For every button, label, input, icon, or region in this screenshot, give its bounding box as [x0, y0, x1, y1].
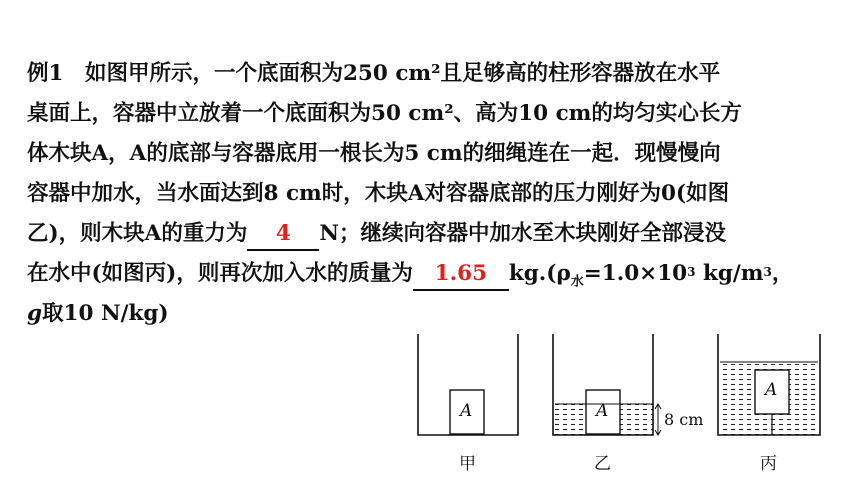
gravity-symbol: g — [27, 301, 43, 326]
block-label-jia: A — [460, 401, 473, 421]
block-label-bing: A — [765, 380, 778, 400]
problem-text — [27, 54, 842, 334]
figure-group — [410, 322, 840, 482]
caption-bing: 丙 — [760, 454, 777, 474]
density-unit-exponent: 3 — [763, 265, 772, 279]
line5-prefix: 乙)，则木块A的重力为 — [27, 221, 248, 246]
caption-jia: 甲 — [459, 454, 476, 474]
line6-comma: ， — [771, 261, 794, 286]
problem-line-2: 桌面上，容器中立放着一个底面积为50 cm²、高为10 cm的均匀实心长方 — [27, 101, 742, 126]
problem-line-1: 例1 如图甲所示，一个底面积为250 cm²且足够高的柱形容器放在水平 — [27, 61, 721, 86]
caption-yi: 乙 — [594, 454, 611, 474]
problem-line-3: 体木块A，A的底部与容器底用一根长为5 cm的细绳连在一起．现慢慢向 — [27, 141, 721, 166]
density-value: =1.0×10 — [583, 261, 688, 286]
line6-unit: kg.(ρ — [508, 261, 571, 286]
line6-prefix: 在水中(如图丙)，则再次加入水的质量为 — [27, 261, 413, 286]
density-exponent: 3 — [687, 265, 696, 279]
rho-subscript: 水 — [570, 274, 584, 290]
gravity-value: 取10 N/kg) — [42, 301, 169, 326]
line5-suffix: N；继续向容器中加水至木块刚好全部浸没 — [319, 221, 727, 246]
depth-label: 8 cm — [664, 410, 704, 429]
block-label-yi: A — [596, 401, 609, 421]
problem-line-6 — [27, 254, 842, 294]
answer-blank-weight: 4 — [247, 219, 319, 251]
answer-blank-mass: 1.65 — [413, 259, 509, 291]
problem-line-4: 容器中加水，当水面达到8 cm时，木块A对容器底部的压力刚好为0(如图 — [27, 181, 730, 206]
problem-line-5 — [27, 214, 842, 254]
density-unit: kg/m — [695, 261, 764, 286]
